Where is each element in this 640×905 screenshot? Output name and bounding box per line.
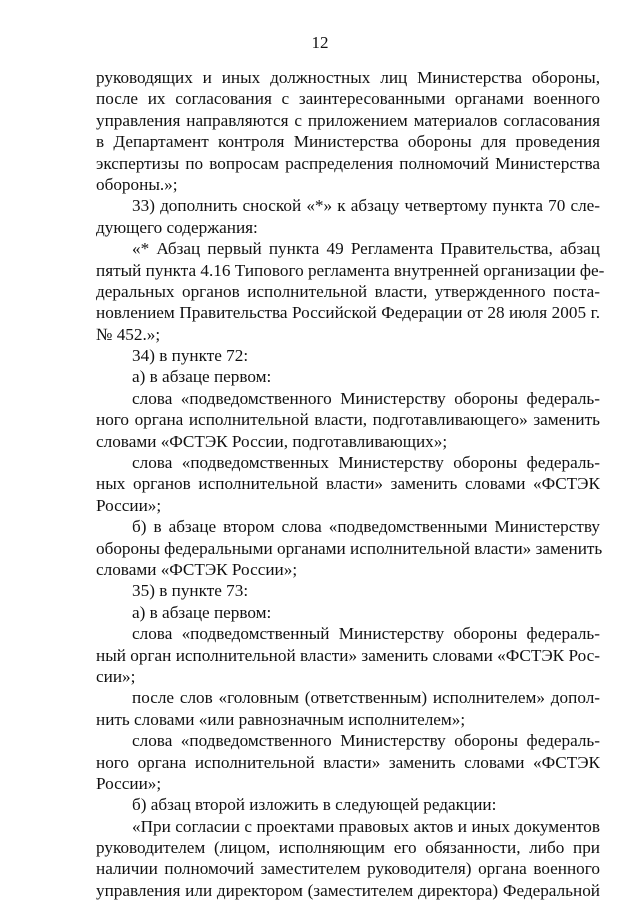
text-line: руководящих и иных должностных лиц Министерства обороны, [96, 68, 600, 87]
text-line: России»; [96, 773, 162, 793]
text-line: в Департамент контроля Министерства обороны для проведения [96, 132, 600, 152]
text-line: управления или директором (заместителем директора) Федеральной [96, 880, 600, 900]
text-line: деральных органов исполнительной власти, утвержденного поста- [96, 281, 600, 301]
text-line: слова «подведомственного Министерству обороны федераль- [132, 388, 600, 408]
text-line: 35) в пункте 73: [132, 581, 249, 601]
text-line: наличии полномочий заместителем руководителя) органа военного [96, 859, 600, 879]
text-line: словами «ФСТЭК России, подготавливающих»; [96, 431, 448, 451]
text-line: ного органа исполнительной власти» заменить словами «ФСТЭК [96, 752, 600, 772]
text-line: ных органов исполнительной власти» заменить словами «ФСТЭК [96, 474, 600, 494]
text-line: ного органа исполнительной власти, подготавливающего» заменить [96, 410, 600, 430]
text-line: «При согласии с проектами правовых актов и иных документов [132, 816, 600, 836]
document-body [96, 67, 605, 901]
text-line: нить словами «или равнозначным исполнителем»; [96, 709, 466, 729]
text-line: 34) в пункте 72: [132, 346, 249, 366]
text-line: новлением Правительства Российской Федерации от 28 июля 2005 г. [96, 303, 600, 323]
text-line: пятый пункта 4.16 Типового регламента внутренней организации фе- [96, 260, 605, 280]
text-line: б) абзац второй изложить в следующей редакции: [132, 795, 497, 815]
text-line: слова «подведомственного Министерству обороны федераль- [132, 731, 600, 751]
text-line: 33) дополнить сноской «*» к абзацу четвертому пункта 70 сле- [132, 196, 600, 216]
text-line: б) в абзаце втором слова «подведомственными Министерству [132, 517, 600, 537]
text-line: руководителем (лицом, исполняющим его обязанности, либо при [96, 838, 600, 858]
text-line: обороны федеральными органами исполнительной власти» заменить [96, 538, 603, 558]
text-line: дующего содержания: [96, 217, 258, 237]
text-line: обороны.»; [96, 174, 178, 194]
text-line: № 452.»; [96, 324, 161, 344]
text-line: России»; [96, 495, 162, 515]
text-line: слова «подведомственных Министерству обороны федераль- [132, 453, 600, 473]
text-line: «* Абзац первый пункта 49 Регламента Правительства, абзац [132, 239, 600, 259]
text-line: ный орган исполнительной власти» заменить словами «ФСТЭК Рос- [96, 645, 600, 665]
text-line: сии»; [96, 666, 136, 686]
text-line: а) в абзаце первом: [132, 367, 272, 387]
text-line: а) в абзаце первом: [132, 602, 272, 622]
text-line: слова «подведомственный Министерству обороны федераль- [132, 624, 600, 644]
text-line: управления направляются с приложением материалов согласования [96, 110, 600, 130]
page-number: 12 [311, 33, 329, 52]
text-line: словами «ФСТЭК России»; [96, 559, 298, 579]
text-line: после слов «головным (ответственным) исполнителем» допол- [132, 688, 600, 708]
text-line: после их согласования с заинтересованными органами военного [96, 89, 600, 109]
text-line: экспертизы по вопросам распределения полномочий Министерства [96, 153, 600, 173]
